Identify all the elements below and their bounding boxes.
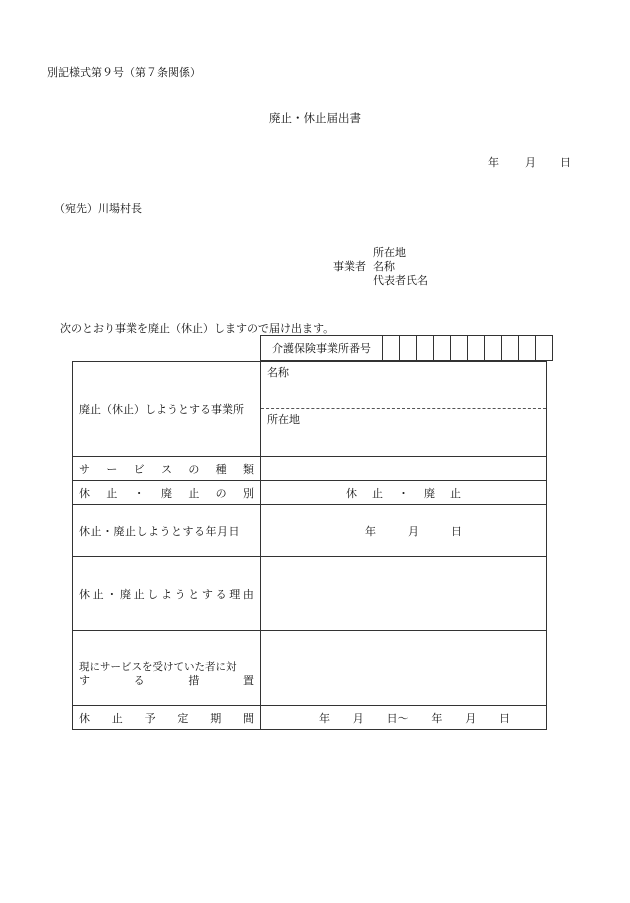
date-year-unit: 年: [365, 524, 376, 538]
label-char: サ: [79, 462, 90, 476]
service-number-label: 介護保険事業所番号: [261, 336, 383, 360]
label-char: 間: [242, 711, 254, 725]
date-day-unit: 日: [451, 524, 462, 538]
period-unit: 年: [319, 711, 330, 725]
label-char: 休: [79, 587, 90, 601]
label-char: 休: [79, 486, 90, 500]
label-char: る: [215, 587, 227, 601]
service-type-label: [73, 457, 261, 481]
facility-address-field[interactable]: [267, 409, 540, 456]
label-char: う: [174, 587, 186, 601]
document-title: 廃止・休止届出書: [269, 111, 361, 125]
facility-name-label: 名称: [267, 366, 289, 379]
date-year: 年: [488, 156, 499, 169]
period-field[interactable]: [261, 706, 547, 730]
service-number-cell[interactable]: [519, 336, 536, 360]
kind-field[interactable]: [261, 481, 547, 505]
reason-field[interactable]: [261, 557, 547, 631]
table-row: [73, 481, 547, 505]
period-unit: 年: [431, 711, 443, 725]
label-char: 止: [111, 711, 123, 725]
value-char: 止: [450, 486, 461, 500]
applicant-address-label: 所在地: [373, 246, 406, 259]
applicant-block: [333, 246, 428, 288]
facility-cell: [261, 362, 547, 457]
facility-label: 廃止（休止）しようとする事業所: [73, 362, 261, 457]
service-number-cell[interactable]: [417, 336, 434, 360]
label-char: 期: [210, 711, 222, 725]
table-row: [73, 706, 547, 730]
applicant-name-label: 名称: [373, 260, 395, 273]
label-char: 止: [106, 486, 118, 500]
label-char: 止: [92, 587, 104, 601]
label-char: し: [147, 587, 159, 601]
period-unit: 月: [352, 711, 364, 725]
addressee: （宛先）川場村長: [54, 202, 142, 215]
label-char: ビ: [133, 462, 145, 476]
service-number-cell[interactable]: [468, 336, 485, 360]
label-char: ー: [106, 462, 118, 476]
label-char: 別: [242, 486, 254, 500]
service-number-cell[interactable]: [400, 336, 417, 360]
value-char: 止: [372, 486, 383, 500]
service-number-cell[interactable]: [485, 336, 502, 360]
facility-address-label: 所在地: [267, 413, 300, 426]
date-field[interactable]: [261, 505, 547, 557]
label-char: と: [188, 587, 200, 601]
label-char: 由: [242, 587, 254, 601]
facility-name-field[interactable]: [261, 362, 546, 409]
table-row: [73, 362, 547, 457]
table-row: [73, 557, 547, 631]
label-char: す: [201, 587, 213, 601]
table-row: [73, 457, 547, 481]
period-unit: 月: [465, 711, 477, 725]
label-char: 措: [188, 674, 200, 687]
reason-label: [73, 557, 261, 631]
label-char: の: [215, 486, 227, 500]
label-char: 廃: [160, 486, 172, 500]
label-char: 止: [188, 486, 200, 500]
date-day: 日: [560, 156, 571, 169]
service-number-cell[interactable]: [502, 336, 519, 360]
kind-label: [73, 481, 261, 505]
label-char: る: [133, 674, 145, 687]
service-number-cell[interactable]: [451, 336, 468, 360]
label-char: 止: [133, 587, 145, 601]
label-char: 類: [242, 462, 254, 476]
service-number-cell[interactable]: [383, 336, 400, 360]
label-char: 理: [229, 587, 241, 601]
period-unit: 日〜: [386, 711, 409, 725]
label-char: す: [79, 674, 90, 687]
service-type-field[interactable]: [261, 457, 547, 481]
date-line: [488, 154, 571, 170]
date-label: 休止・廃止しようとする年月日: [73, 505, 261, 557]
label-char: ス: [160, 462, 172, 476]
service-number-box: [260, 335, 553, 361]
label-char: 予: [144, 711, 156, 725]
label-char: ・: [106, 587, 118, 601]
form-id: 別記様式第９号（第７条関係）: [47, 66, 201, 79]
applicant-rep-label: 代表者氏名: [373, 274, 428, 287]
label-char: 定: [177, 711, 189, 725]
label-char: ・: [133, 486, 145, 500]
notification-table: [72, 361, 547, 730]
value-char: 廃: [424, 486, 435, 500]
service-number-cell[interactable]: [536, 336, 552, 360]
applicant-group-label: 事業者: [333, 260, 366, 273]
value-char: 休: [346, 486, 357, 500]
label-char: 休: [79, 711, 90, 725]
label-char: 廃: [119, 587, 131, 601]
measures-label: [73, 631, 261, 706]
date-month: 月: [525, 156, 536, 169]
label-char: よ: [160, 587, 172, 601]
value-char: ・: [398, 486, 409, 500]
measures-field[interactable]: [261, 631, 547, 706]
label-char: 置: [242, 674, 254, 687]
period-unit: 日: [498, 711, 510, 725]
table-row: [73, 505, 547, 557]
label-char: 種: [215, 462, 227, 476]
label-char: の: [188, 462, 200, 476]
measures-label-line1: 現にサービスを受けていた者に対: [79, 661, 237, 673]
date-month-unit: 月: [408, 524, 419, 538]
intro-text: 次のとおり事業を廃止（休止）しますので届け出ます。: [60, 322, 335, 335]
period-label: [73, 706, 261, 730]
table-row: [73, 631, 547, 706]
service-number-cell[interactable]: [434, 336, 451, 360]
